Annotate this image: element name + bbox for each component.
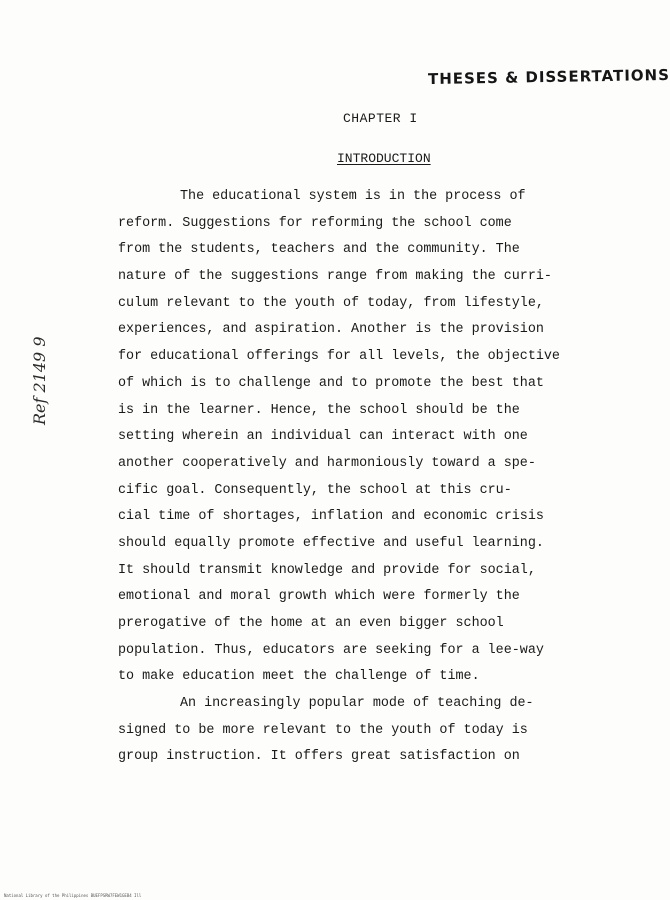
section-heading: INTRODUCTION — [337, 151, 431, 166]
theses-stamp: THESES & DISSERTATIONS — [427, 65, 670, 89]
text-line: The educational system is in the process of — [180, 189, 526, 204]
text-line: An increasingly popular mode of teaching de- — [180, 696, 534, 712]
text-line: to make education meet the challenge of time. — [118, 669, 480, 685]
text-line: prerogative of the home at an even bigger school — [118, 616, 504, 631]
text-line: reform. Suggestions for reforming the school come — [118, 215, 512, 231]
text-line: culum relevant to the youth of today, from lifestyle, — [118, 295, 544, 311]
text-line: cific goal. Consequently, the school at this cru- — [118, 482, 512, 498]
chapter-title: CHAPTER I — [343, 111, 418, 126]
text-line: nature of the suggestions range from making the curri- — [118, 269, 552, 285]
text-line: setting wherein an individual can interact with one — [118, 429, 528, 445]
text-line: another cooperatively and harmoniously toward a spe- — [118, 455, 536, 471]
text-line: should equally promote effective and useful learning. — [118, 535, 544, 551]
text-line: cial time of shortages, inflation and economic crisis — [118, 509, 544, 525]
text-line: signed to be more relevant to the youth of today is — [118, 722, 528, 738]
body-text — [118, 184, 568, 771]
text-line: It should transmit knowledge and provide for social, — [118, 562, 536, 578]
text-line: emotional and moral growth which were formerly the — [118, 589, 520, 605]
text-line: group instruction. It offers great satisfaction on — [118, 749, 520, 765]
text-line: from the students, teachers and the community. The — [118, 242, 520, 258]
text-line: of which is to challenge and to promote the best that — [118, 375, 544, 391]
text-line: for educational offerings for all levels, the objective — [118, 349, 560, 365]
library-footer: National Library of the Philippines BUEFPSRW7FEW1GEB4 Ill — [4, 893, 142, 898]
text-line: experiences, and aspiration. Another is the provision — [118, 322, 544, 338]
handwritten-margin-note: Ref 2149 9 — [30, 336, 49, 425]
text-line: population. Thus, educators are seeking for a lee-way — [118, 642, 544, 658]
text-line: is in the learner. Hence, the school should be the — [118, 402, 520, 418]
